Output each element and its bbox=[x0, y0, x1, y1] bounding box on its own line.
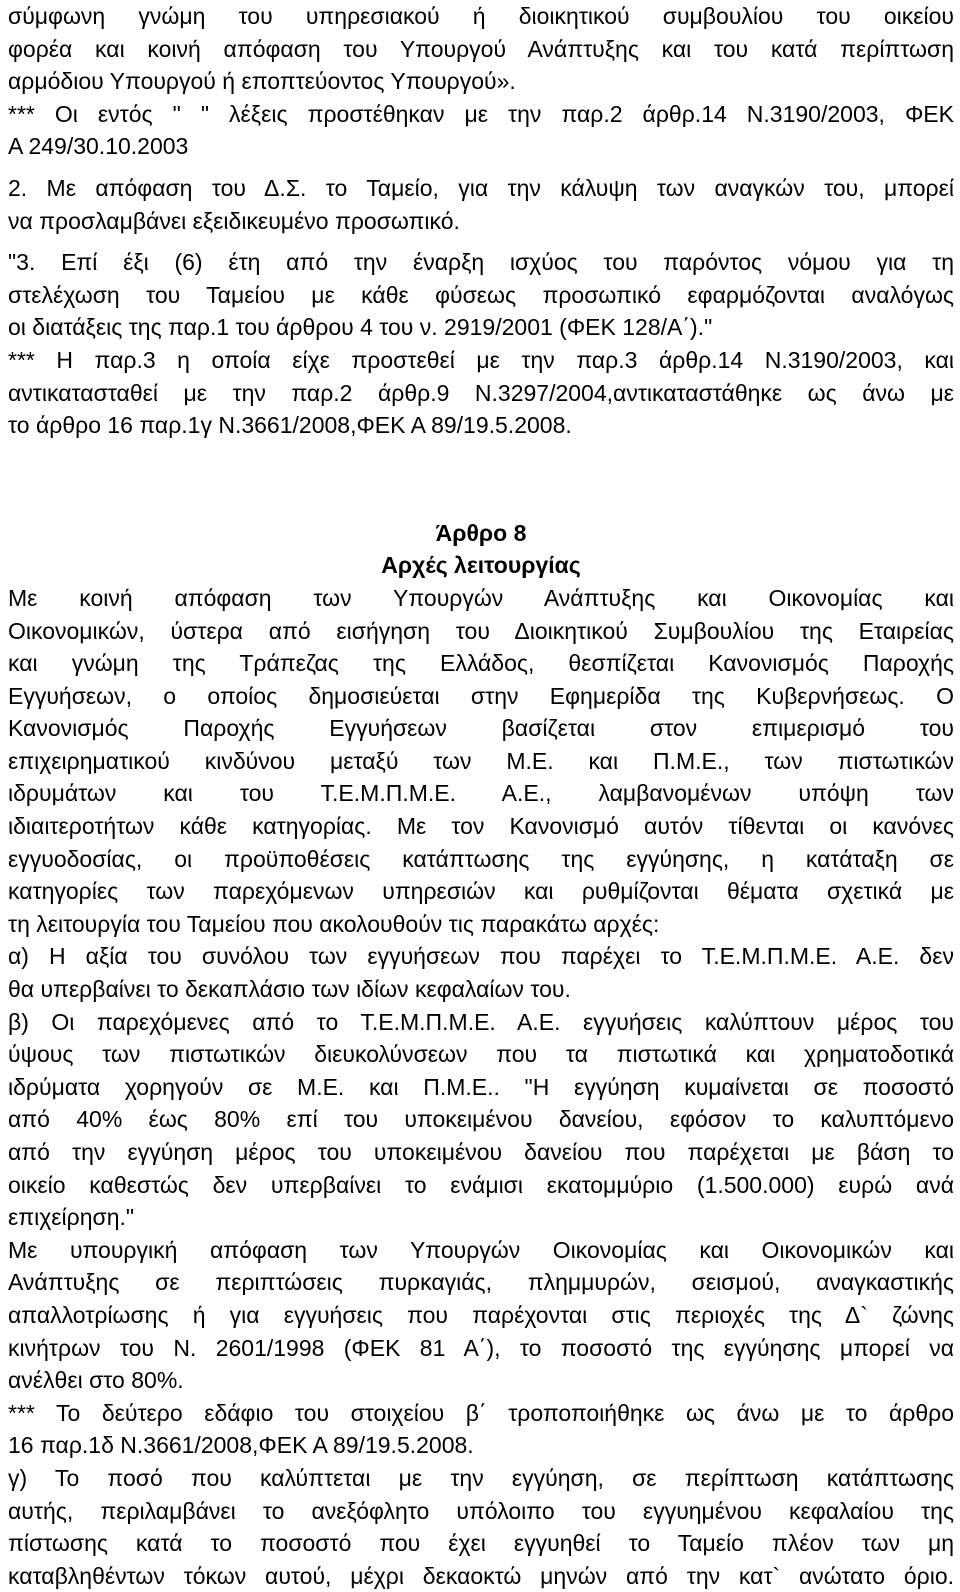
text-line: επιχειρηματικού κινδύνου μεταξύ των Μ.Ε. και Π.Μ.Ε., των πιστωτικών bbox=[8, 747, 954, 774]
text-line: 16 παρ.1δ Ν.3661/2008,ΦΕΚ Α 89/19.5.2008. bbox=[8, 1432, 474, 1459]
text-line: αυτής, περιλαμβάνει το ανεξόφλητο υπόλοιπο του εγγυημένου κεφαλαίου της bbox=[8, 1497, 954, 1524]
paragraph-3 bbox=[8, 246, 954, 442]
article-heading bbox=[8, 517, 954, 582]
text-line: οι διατάξεις της παρ.1 του άρθρου 4 του ν. 2919/2001 (ΦΕΚ 128/Α΄)." bbox=[8, 314, 713, 341]
text-line: από την εγγύηση μέρος του υποκειμένου δανείου που παρέχεται με βάση το bbox=[8, 1139, 954, 1165]
text-line: ιδρύματα χορηγούν σε Μ.Ε. και Π.Μ.Ε.. "Η εγγύηση κυμαίνεται σε ποσοστό bbox=[8, 1073, 954, 1100]
text-line: και γνώμη της Τράπεζας της Ελλάδος, θεσπίζεται Κανονισμός Παροχής bbox=[8, 650, 954, 677]
text-line: ιδρυμάτων και του Τ.Ε.Μ.Π.Μ.Ε. Α.Ε., λαμβανομένων υπόψη των bbox=[8, 780, 954, 807]
text-line: Με κοινή απόφαση των Υπουργών Ανάπτυξης και Οικονομίας και bbox=[8, 584, 954, 611]
text-line: *** Οι εντός " " λέξεις προστέθηκαν με την παρ.2 άρθρ.14 Ν.3190/2003, ΦΕΚ bbox=[8, 100, 954, 127]
text-line: ιδιαιτεροτήτων κάθε κατηγορίας. Με τον Κανονισμό αυτόν τίθενται οι κανόνες bbox=[8, 813, 954, 840]
text-line: ανέλθει στο 80%. bbox=[8, 1367, 184, 1394]
text-line: φορέα και κοινή απόφαση του Υπουργού Ανάπτυξης και του κατά περίπτωση bbox=[8, 35, 954, 62]
text-line: γ) Το ποσό που καλύπτεται με την εγγύηση, σε περίπτωση κατάπτωσης bbox=[8, 1464, 954, 1491]
spacer bbox=[8, 442, 954, 517]
paragraph-2 bbox=[8, 172, 954, 237]
article-body bbox=[8, 582, 954, 1592]
text-line: κινήτρων του Ν. 2601/1998 (ΦΕΚ 81 Α΄), το ποσοστό της εγγύησης μπορεί να bbox=[8, 1334, 954, 1361]
text-line: σύμφωνη γνώμη του υπηρεσιακού ή διοικητικού συμβουλίου του οικείου bbox=[8, 3, 954, 29]
spacer bbox=[8, 163, 954, 172]
text-line: στελέχωση του Ταμείου με κάθε φύσεως προσωπικό εφαρμόζονται αναλόγως bbox=[8, 281, 954, 308]
text-line: Α 249/30.10.2003 bbox=[8, 133, 189, 160]
text-line: *** Η παρ.3 η οποία είχε προστεθεί με την παρ.3 άρθρ.14 Ν.3190/2003, και bbox=[8, 346, 954, 373]
text-line: Οικονομικών, ύστερα από εισήγηση του Διοικητικού Συμβουλίου της Εταιρείας bbox=[8, 617, 954, 644]
text-line: *** Το δεύτερο εδάφιο του στοιχείου β΄ τροποποιήθηκε ως άνω με το άρθρο bbox=[8, 1399, 954, 1426]
text-line: επιχείρηση." bbox=[8, 1204, 135, 1231]
text-line: το άρθρο 16 παρ.1γ Ν.3661/2008,ΦΕΚ Α 89/19.5.2008. bbox=[8, 412, 572, 439]
text-line: εγγυοδοσίας, οι προϋποθέσεις κατάπτωσης της εγγύησης, η κατάταξη σε bbox=[8, 845, 954, 872]
text-line: α) Η αξία του συνόλου των εγγυήσεων που παρέχει το Τ.Ε.Μ.Π.Μ.Ε. Α.Ε. δεν bbox=[8, 943, 954, 970]
text-line: κατηγορίες των παρεχόμενων υπηρεσιών και ρυθμίζονται θέματα σχετικά με bbox=[8, 878, 954, 905]
article-title: Αρχές λειτουργίας bbox=[381, 552, 581, 579]
text-line: καταβληθέντων τόκων αυτού, μέχρι δεκαοκτώ μηνών από την κατ` ανώτατο όριο. bbox=[8, 1562, 954, 1589]
text-line: οικείο καθεστώς δεν υπερβαίνει το ενάμισι εκατομμύριο (1.500.000) ευρώ ανά bbox=[8, 1171, 954, 1198]
text-line: από 40% έως 80% επί του υποκειμένου δανείου, εφόσον το καλυπτόμενο bbox=[8, 1106, 954, 1133]
text-line: β) Οι παρεχόμενες από το Τ.Ε.Μ.Π.Μ.Ε. Α.Ε. εγγυήσεις καλύπτουν μέρος του bbox=[8, 1008, 954, 1035]
text-line: "3. Επί έξι (6) έτη από την έναρξη ισχύος του παρόντος νόμου για τη bbox=[8, 249, 954, 276]
text-line: απαλλοτρίωσης ή για εγγυήσεις που παρέχονται στις περιοχές της Δ` ζώνης bbox=[8, 1301, 954, 1328]
text-line: 2. Με απόφαση του Δ.Σ. το Ταμείο, για την κάλυψη των αναγκών του, μπορεί bbox=[8, 174, 954, 201]
text-line: Εγγυήσεων, ο οποίος δημοσιεύεται στην Εφημερίδα της Κυβερνήσεως. Ο bbox=[8, 682, 954, 709]
text-line: Ανάπτυξης σε περιπτώσεις πυρκαγιάς, πλημμυρών, σεισμού, αναγκαστικής bbox=[8, 1269, 954, 1296]
text-line: ύψους των πιστωτικών διευκολύνσεων που τα πιστωτικά και χρηματοδοτικά bbox=[8, 1041, 954, 1068]
document-page bbox=[8, 0, 954, 1592]
spacer bbox=[8, 237, 954, 246]
text-line: να προσλαμβάνει εξειδικευμένο προσωπικό. bbox=[8, 207, 460, 234]
text-line: πίστωσης κατά το ποσοστό που έχει εγγυηθεί το Ταμείο πλέον των μη bbox=[8, 1530, 954, 1557]
text-line: Κανονισμός Παροχής Εγγυήσεων βασίζεται στον επιμερισμό του bbox=[8, 715, 954, 742]
text-line: θα υπερβαίνει το δεκαπλάσιο των ιδίων κεφαλαίων του. bbox=[8, 976, 571, 1003]
continued-paragraph bbox=[8, 0, 954, 163]
text-line: Με υπουργική απόφαση των Υπουργών Οικονομίας και Οικονομικών και bbox=[8, 1236, 954, 1263]
article-number: Άρθρο 8 bbox=[435, 519, 527, 546]
text-line: αντικατασταθεί με την παρ.2 άρθρ.9 Ν.3297/2004,αντικαταστάθηκε ως άνω με bbox=[8, 379, 954, 406]
text-line: τη λειτουργία του Ταμείου που ακολουθούν τις παρακάτω αρχές: bbox=[8, 910, 660, 937]
text-line: αρμόδιου Υπουργού ή εποπτεύοντος Υπουργού». bbox=[8, 68, 516, 95]
